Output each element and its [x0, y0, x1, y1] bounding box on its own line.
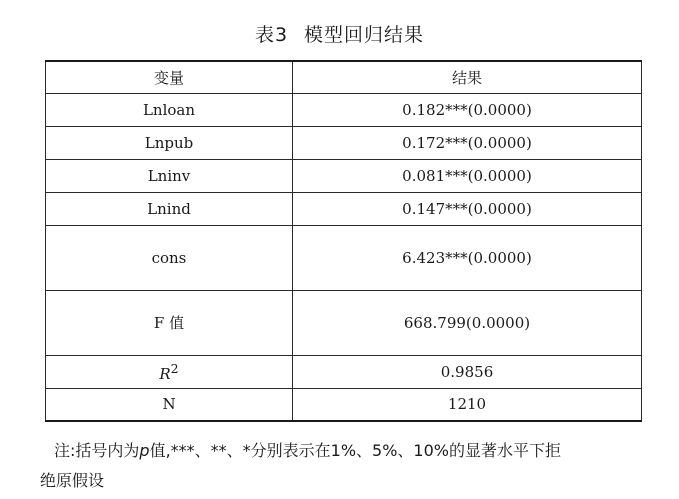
f-symbol: F — [153, 314, 165, 332]
r-superscript: 2 — [170, 360, 179, 376]
table-caption — [0, 20, 679, 47]
table-row — [46, 93, 642, 126]
table-header-row — [46, 61, 642, 93]
result-cell: 6.423***(0.0000) — [293, 225, 642, 290]
column-header-variable: 变量 — [46, 61, 293, 93]
result-cell: 0.182***(0.0000) — [293, 93, 642, 126]
table-row — [46, 159, 642, 192]
note-line2: 绝原假设 — [40, 471, 105, 490]
table-title: 模型回归结果 — [304, 24, 425, 46]
note-prefix: 注:括号内为 — [54, 441, 140, 460]
table-note — [40, 436, 644, 496]
variable-cell: Lnind — [46, 192, 293, 225]
variable-cell: cons — [46, 225, 293, 290]
result-cell: 668.799(0.0000) — [293, 290, 642, 355]
table-row — [46, 388, 642, 421]
column-header-result: 结果 — [293, 61, 642, 93]
result-cell: 0.172***(0.0000) — [293, 126, 642, 159]
result-cell: 1210 — [293, 388, 642, 421]
table-row — [46, 225, 642, 290]
variable-cell: N — [46, 388, 293, 421]
table-row — [46, 192, 642, 225]
variable-cell — [46, 355, 293, 388]
note-p-symbol: p — [139, 441, 150, 460]
table-row — [46, 290, 642, 355]
result-cell: 0.081***(0.0000) — [293, 159, 642, 192]
variable-cell — [46, 290, 293, 355]
variable-cell: Lnpub — [46, 126, 293, 159]
variable-cell: Lninv — [46, 159, 293, 192]
note-rest: 值,***、**、*分别表示在1%、5%、10%的显著水平下拒 — [149, 441, 561, 460]
table-number: 表3 — [254, 24, 289, 46]
table-row — [46, 126, 642, 159]
table-row — [46, 355, 642, 388]
result-cell: 0.147***(0.0000) — [293, 192, 642, 225]
r-symbol: R — [159, 364, 171, 383]
variable-cell: Lnloan — [46, 93, 293, 126]
result-cell: 0.9856 — [293, 355, 642, 388]
regression-table — [45, 60, 642, 422]
f-suffix: 值 — [169, 314, 185, 332]
